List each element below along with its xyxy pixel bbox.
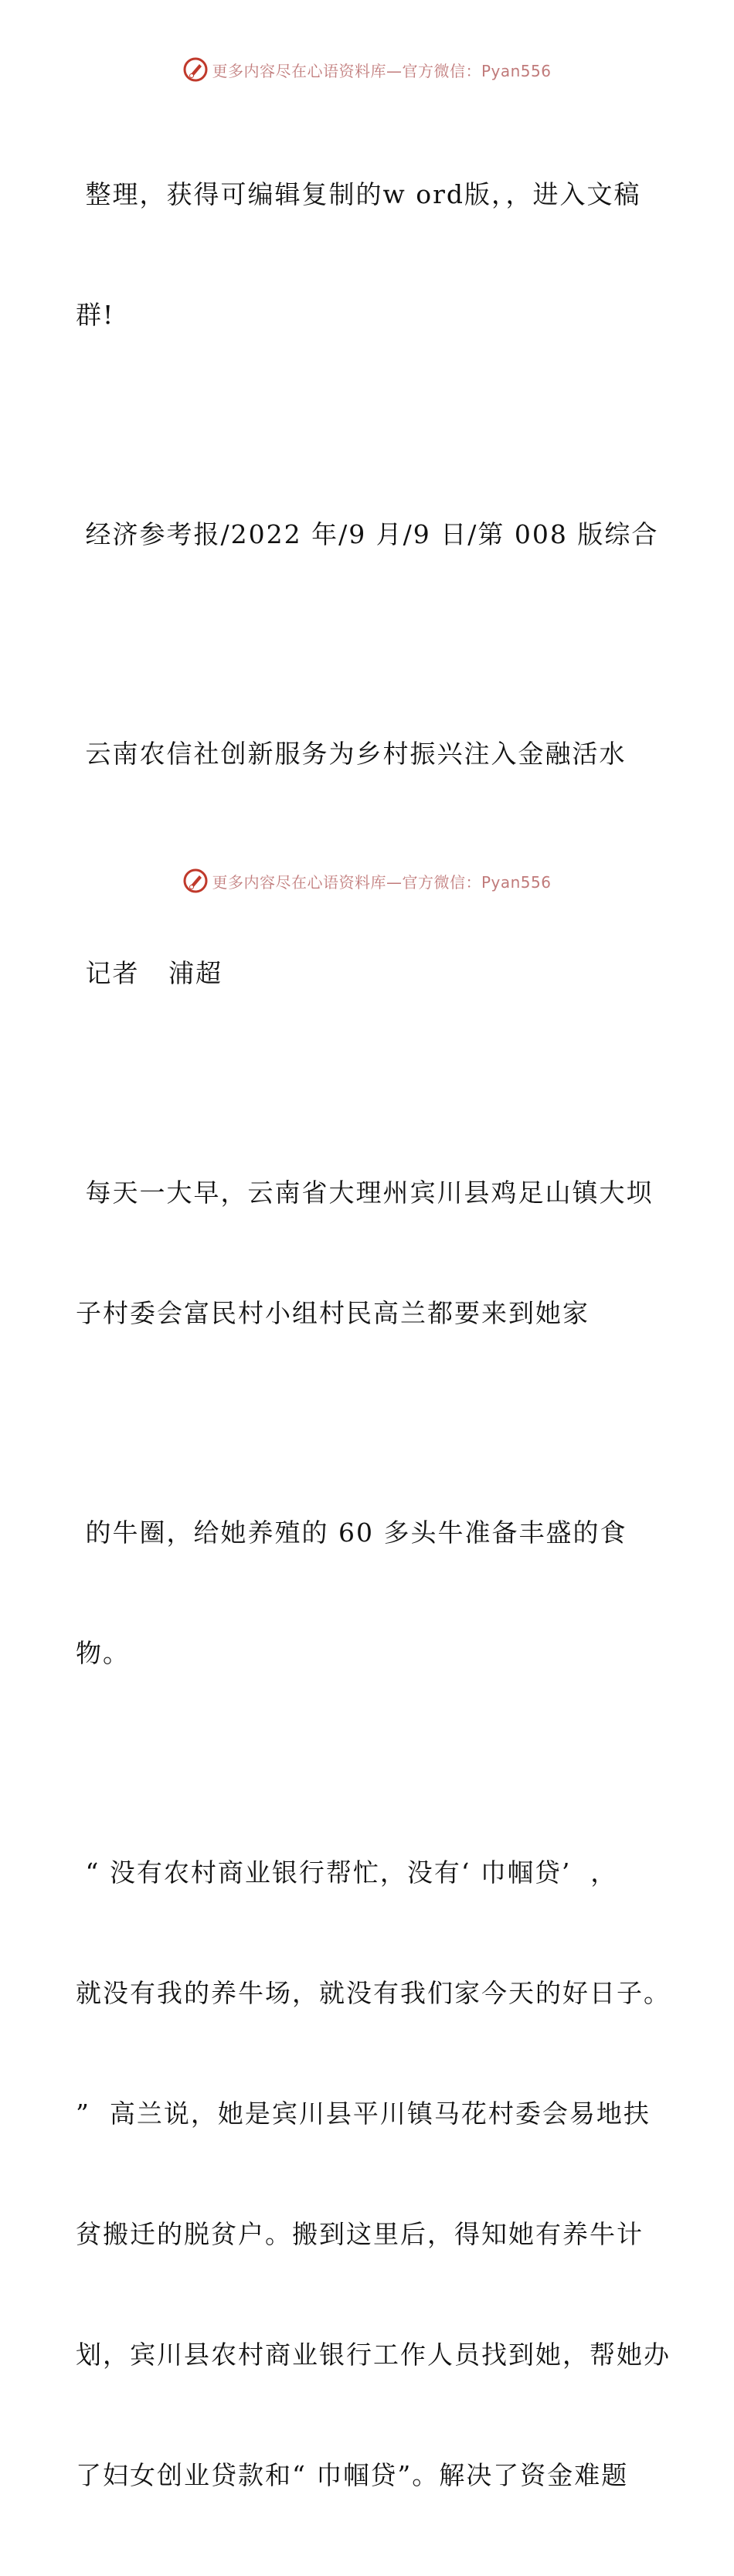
intro-line: 整理，获得可编辑复制的w ord版，，进入文稿 xyxy=(76,179,641,209)
paragraph-line: 的牛圈，给她养殖的 60 多头牛准备丰盛的食 xyxy=(76,1517,627,1548)
paragraph-line: 了妇女创业贷款和“ 巾帼贷”。解决了资金难题 xyxy=(76,2460,629,2490)
paragraph-line: 物。 xyxy=(76,1638,130,1668)
byline xyxy=(76,873,663,1074)
byline-text: 记者 浦超 xyxy=(76,958,223,988)
paragraph-line: 划，宾川县农村商业银行工作人员找到她，帮她办 xyxy=(76,2340,671,2370)
paragraph-3 xyxy=(76,1772,671,2576)
document-body xyxy=(76,94,671,2576)
headline xyxy=(76,654,663,855)
paragraph-line: ” 高兰说，她是宾川县平川镇马花村委会易地扶 xyxy=(76,2099,651,2129)
intro-line: 群! xyxy=(76,300,115,330)
paragraph-line: “ 没有农村商业银行帮忙，没有‘ 巾帼贷’ ， xyxy=(76,1857,618,1888)
footer-banner-text: 更多内容尽在心语资料库—官方微信：Pyan556 xyxy=(212,872,552,892)
paragraph-2 xyxy=(76,1432,663,1754)
footer-watermark-banner xyxy=(0,865,734,896)
paragraph-line: 每天一大早，云南省大理州宾川县鸡足山镇大坝 xyxy=(76,1178,654,1208)
source-line xyxy=(76,434,663,635)
paragraph-line: 贫搬迁的脱贫户。搬到这里后，得知她有养牛计 xyxy=(76,2219,644,2249)
intro-paragraph xyxy=(76,94,663,416)
paragraph-1 xyxy=(76,1093,663,1414)
pen-nib-logo-icon xyxy=(182,56,209,83)
header-watermark-banner xyxy=(0,54,734,85)
source-text: 经济参考报/2022 年/9 月/9 日/第 008 版综合 xyxy=(76,519,659,549)
paragraph-line: 就没有我的养牛场，就没有我们家今天的好日子。 xyxy=(76,1978,671,2008)
headline-text: 云南农信社创新服务为乡村振兴注入金融活水 xyxy=(76,739,627,769)
paragraph-line: 子村委会富民村小组村民高兰都要来到她家 xyxy=(76,1298,590,1328)
pen-nib-logo-icon xyxy=(182,868,209,894)
header-banner-text: 更多内容尽在心语资料库—官方微信：Pyan556 xyxy=(212,61,552,80)
